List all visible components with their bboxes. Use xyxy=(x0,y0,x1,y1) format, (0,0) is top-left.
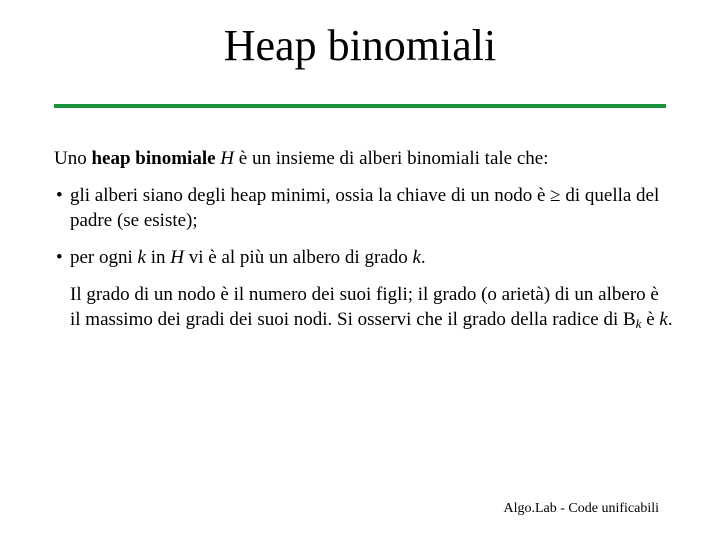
note-text: Il grado di un nodo è il numero dei suoi figli; il grado (o arietà) di un albero è il massimo dei gradi dei suoi nodi. Si osservi che il grado della radice di B xyxy=(70,284,659,330)
bullet-item-min-heap xyxy=(54,183,674,233)
intro-term: heap binomiale xyxy=(91,148,216,169)
footer-label: Algo.Lab - Code unificabili xyxy=(503,501,659,516)
bullet-text: di quella del padre (se esiste); xyxy=(70,185,660,231)
intro-paragraph xyxy=(54,146,674,171)
intro-symbol: H xyxy=(220,148,235,169)
note-text: . xyxy=(667,309,673,330)
bullet-text: per ogni xyxy=(70,247,138,268)
bullet-item-degree xyxy=(54,245,674,270)
bullet-text: gli alberi siano degli heap minimi, ossia la chiave di un nodo è xyxy=(70,185,551,206)
bullet-text: in xyxy=(145,247,171,268)
title-divider xyxy=(54,104,666,108)
bullet-text: . xyxy=(420,247,426,268)
intro-suffix: è un insieme di alberi binomiali tale che: xyxy=(234,148,549,169)
variable-k: k xyxy=(659,309,668,330)
note-text: è xyxy=(641,309,660,330)
variable-k: k xyxy=(137,247,146,268)
bullet-dot-icon: • xyxy=(56,247,63,268)
bullet-dot-icon: • xyxy=(56,185,63,206)
subscript-k: k xyxy=(635,316,642,331)
bullet-text: vi è al più un albero di grado xyxy=(184,247,413,268)
slide-body xyxy=(54,146,674,336)
intro-prefix: Uno xyxy=(54,148,92,169)
variable-k: k xyxy=(412,247,421,268)
variable-h: H xyxy=(170,247,184,268)
page-title: Heap binomiali xyxy=(223,21,497,70)
greater-equal-symbol: ≥ xyxy=(550,185,561,206)
degree-note-paragraph xyxy=(54,282,674,336)
